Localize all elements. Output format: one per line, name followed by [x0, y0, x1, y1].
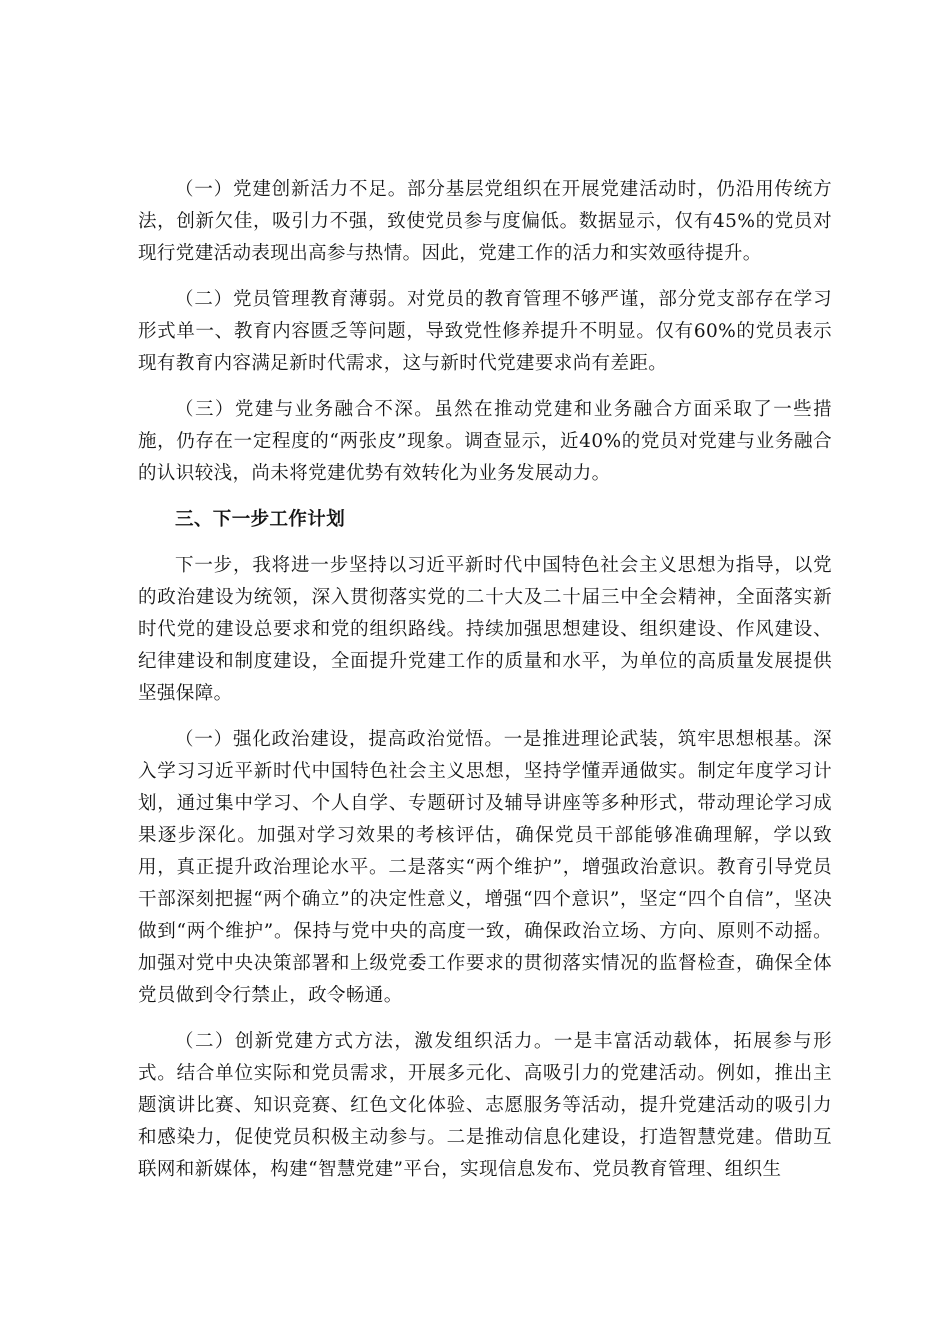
section-heading: 三、下一步工作计划	[175, 509, 346, 530]
plan-paragraph-1: （一）强化政治建设，提高政治觉悟。一是推进理论武装，筑牢思想根基。深入学习习近平新时代中国特色社会主义思想，坚持学懂弄通做实。制定年度学习计划，通过集中学习、个人自学、专题研讨及辅导讲座等多种形式，带动理论学习成果逐步深化。加强对学习效果的考核评估，确保党员干部能够准确理解，学以致用，真正提升政治理论水平。二是落实“两个维护”，增强政治意识。教育引导党员干部深刻把握“两个确立”的决定性意义，增强“四个意识”，坚定“四个自信”，坚决做到“两个维护”。保持与党中央的高度一致，确保政治立场、方向、原则不动摇。加强对党中央决策部署和上级党委工作要求的贯彻落实情况的监督检查，确保全体党员做到令行禁止，政令畅通。	[138, 729, 832, 1006]
problem-paragraph-3: （三）党建与业务融合不深。虽然在推动党建和业务融合方面采取了一些措施，仍存在一定程度的“两张皮”现象。调查显示，近40%的党员对党建与业务融合的认识较浅，尚未将党建优势有效转化为业务发展动力。	[138, 399, 832, 484]
plan-paragraph-intro: 下一步，我将进一步坚持以习近平新时代中国特色社会主义思想为指导，以党的政治建设为统领，深入贯彻落实党的二十大及二十届三中全会精神，全面落实新时代党的建设总要求和党的组织路线。持续加强思想建设、组织建设、作风建设、纪律建设和制度建设，全面提升党建工作的质量和水平，为单位的高质量发展提供坚强保障。	[138, 555, 832, 704]
problem-paragraph-2: （二）党员管理教育薄弱。对党员的教育管理不够严谨，部分党支部存在学习形式单一、教育内容匮乏等问题，导致党性修养提升不明显。仅有60%的党员表示现有教育内容满足新时代需求，这与新时代党建要求尚有差距。	[138, 289, 832, 374]
document-body	[138, 174, 832, 1200]
problem-paragraph-1: （一）党建创新活力不足。部分基层党组织在开展党建活动时，仍沿用传统方法，创新欠佳，吸引力不强，致使党员参与度偏低。数据显示，仅有45%的党员对现行党建活动表现出高参与热情。因此，党建工作的活力和实效亟待提升。	[138, 179, 832, 264]
plan-paragraph-2: （二）创新党建方式方法，激发组织活力。一是丰富活动载体，拓展参与形式。结合单位实际和党员需求，开展多元化、高吸引力的党建活动。例如，推出主题演讲比赛、知识竞赛、红色文化体验、志愿服务等活动，提升党建活动的吸引力和感染力，促使党员积极主动参与。二是推动信息化建设，打造智慧党建。借助互联网和新媒体，构建“智慧党建”平台，实现信息发布、党员教育管理、组织生	[138, 1031, 832, 1180]
